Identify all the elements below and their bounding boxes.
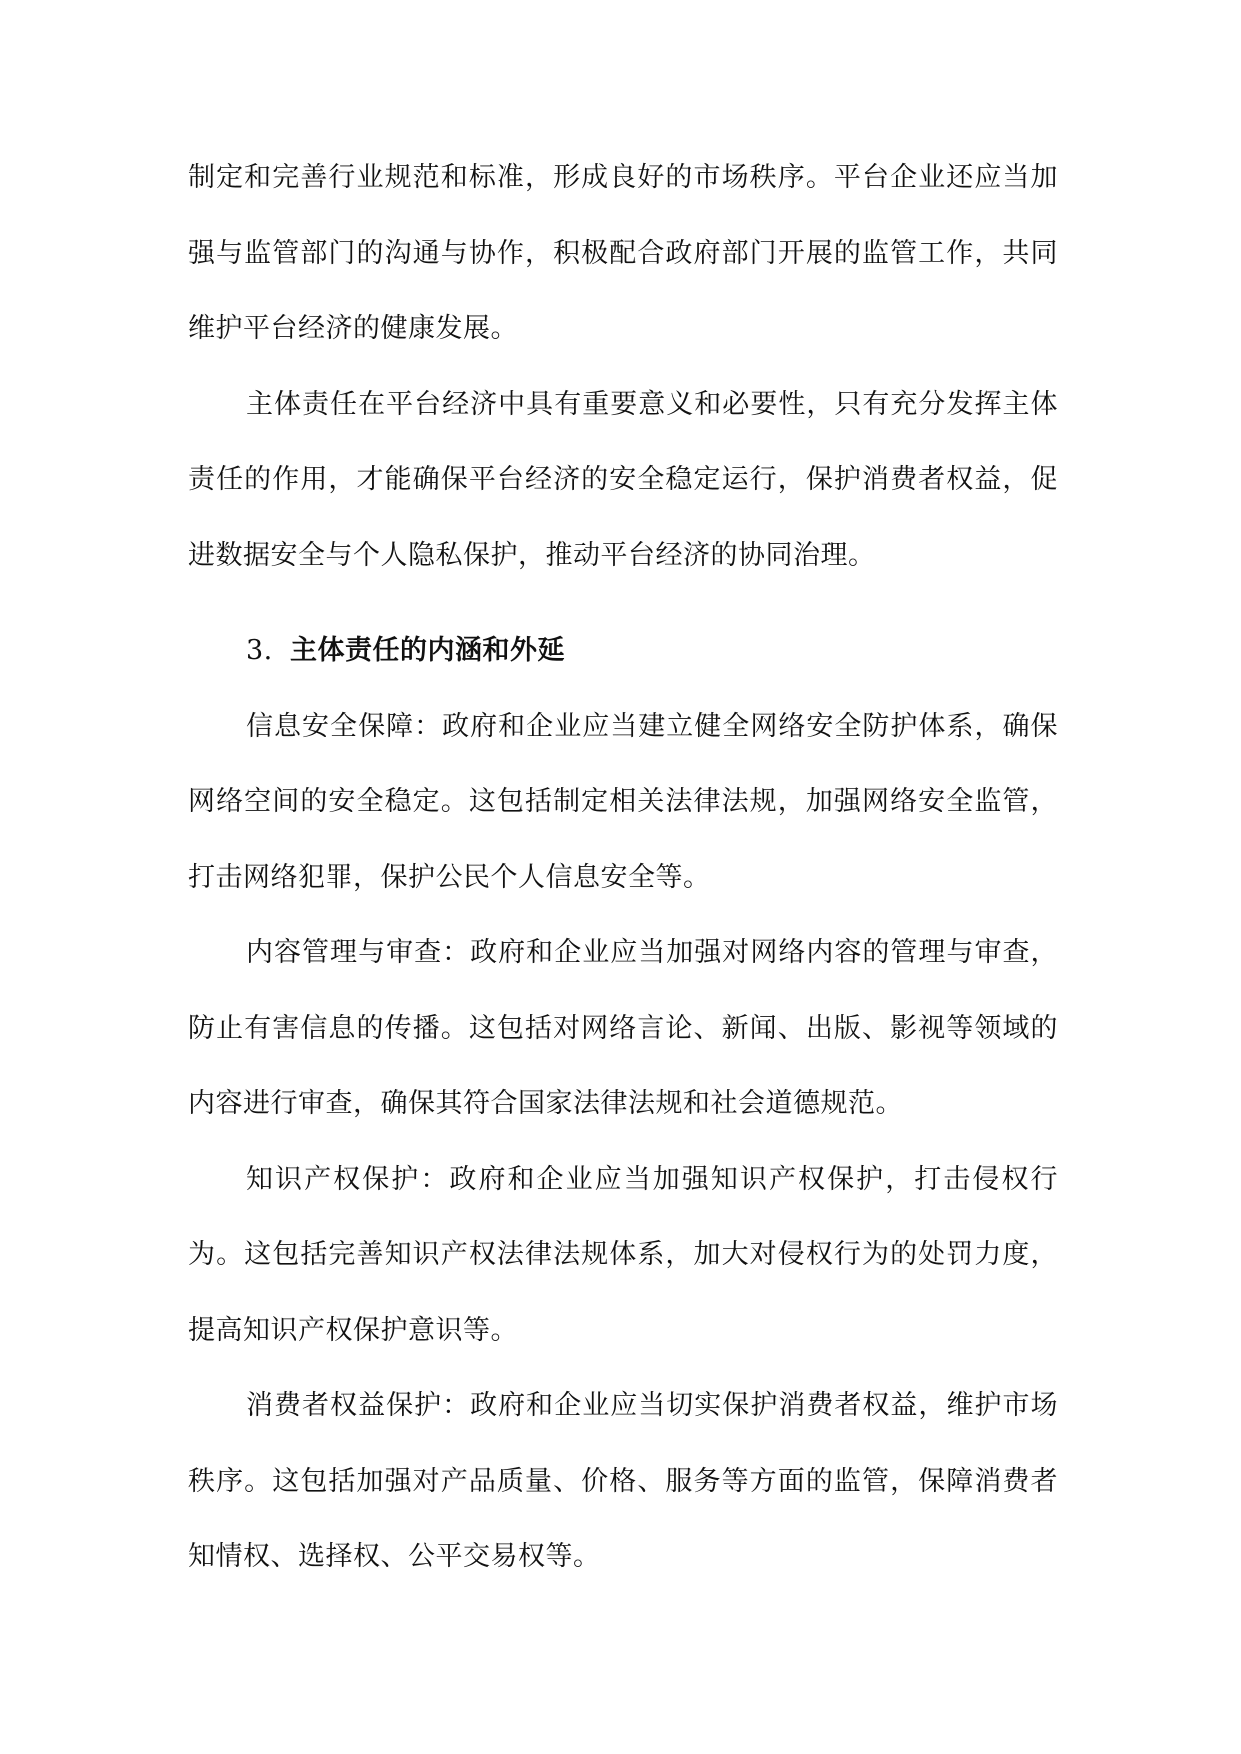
paragraph-information-security: 信息安全保障：政府和企业应当建立健全网络安全防护体系，确保网络空间的安全稳定。这包括制定相关法律法规，加强网络安全监管，打击网络犯罪，保护公民个人信息安全等。	[188, 710, 1058, 893]
paragraph-subject-responsibility-importance: 主体责任在平台经济中具有重要意义和必要性，只有充分发挥主体责任的作用，才能确保平台经济的安全稳定运行，保护消费者权益，促进数据安全与个人隐私保护，推动平台经济的协同治理。	[188, 388, 1058, 571]
document-body	[188, 140, 1058, 1595]
section-number: 3.	[246, 635, 273, 666]
paragraph-consumer-rights: 消费者权益保护：政府和企业应当切实保护消费者权益，维护市场秩序。这包括加强对产品质量、价格、服务等方面的监管，保障消费者知情权、选择权、公平交易权等。	[188, 1390, 1058, 1572]
section-spacer	[188, 593, 1058, 613]
section-title: 主体责任的内涵和外延	[290, 635, 565, 666]
paragraph-continued: 制定和完善行业规范和标准，形成良好的市场秩序。平台企业还应当加强与监管部门的沟通与协作，积极配合政府部门开展的监管工作，共同维护平台经济的健康发展。	[188, 162, 1058, 344]
paragraph-content-management: 内容管理与审查：政府和企业应当加强对网络内容的管理与审查，防止有害信息的传播。这包括对网络言论、新闻、出版、影视等领域的内容进行审查，确保其符合国家法律法规和社会道德规范。	[188, 937, 1058, 1119]
paragraph-intellectual-property: 知识产权保护：政府和企业应当加强知识产权保护，打击侵权行为。这包括完善知识产权法律法规体系，加大对侵权行为的处罚力度，提高知识产权保护意识等。	[188, 1163, 1058, 1346]
section-heading	[188, 613, 1058, 689]
